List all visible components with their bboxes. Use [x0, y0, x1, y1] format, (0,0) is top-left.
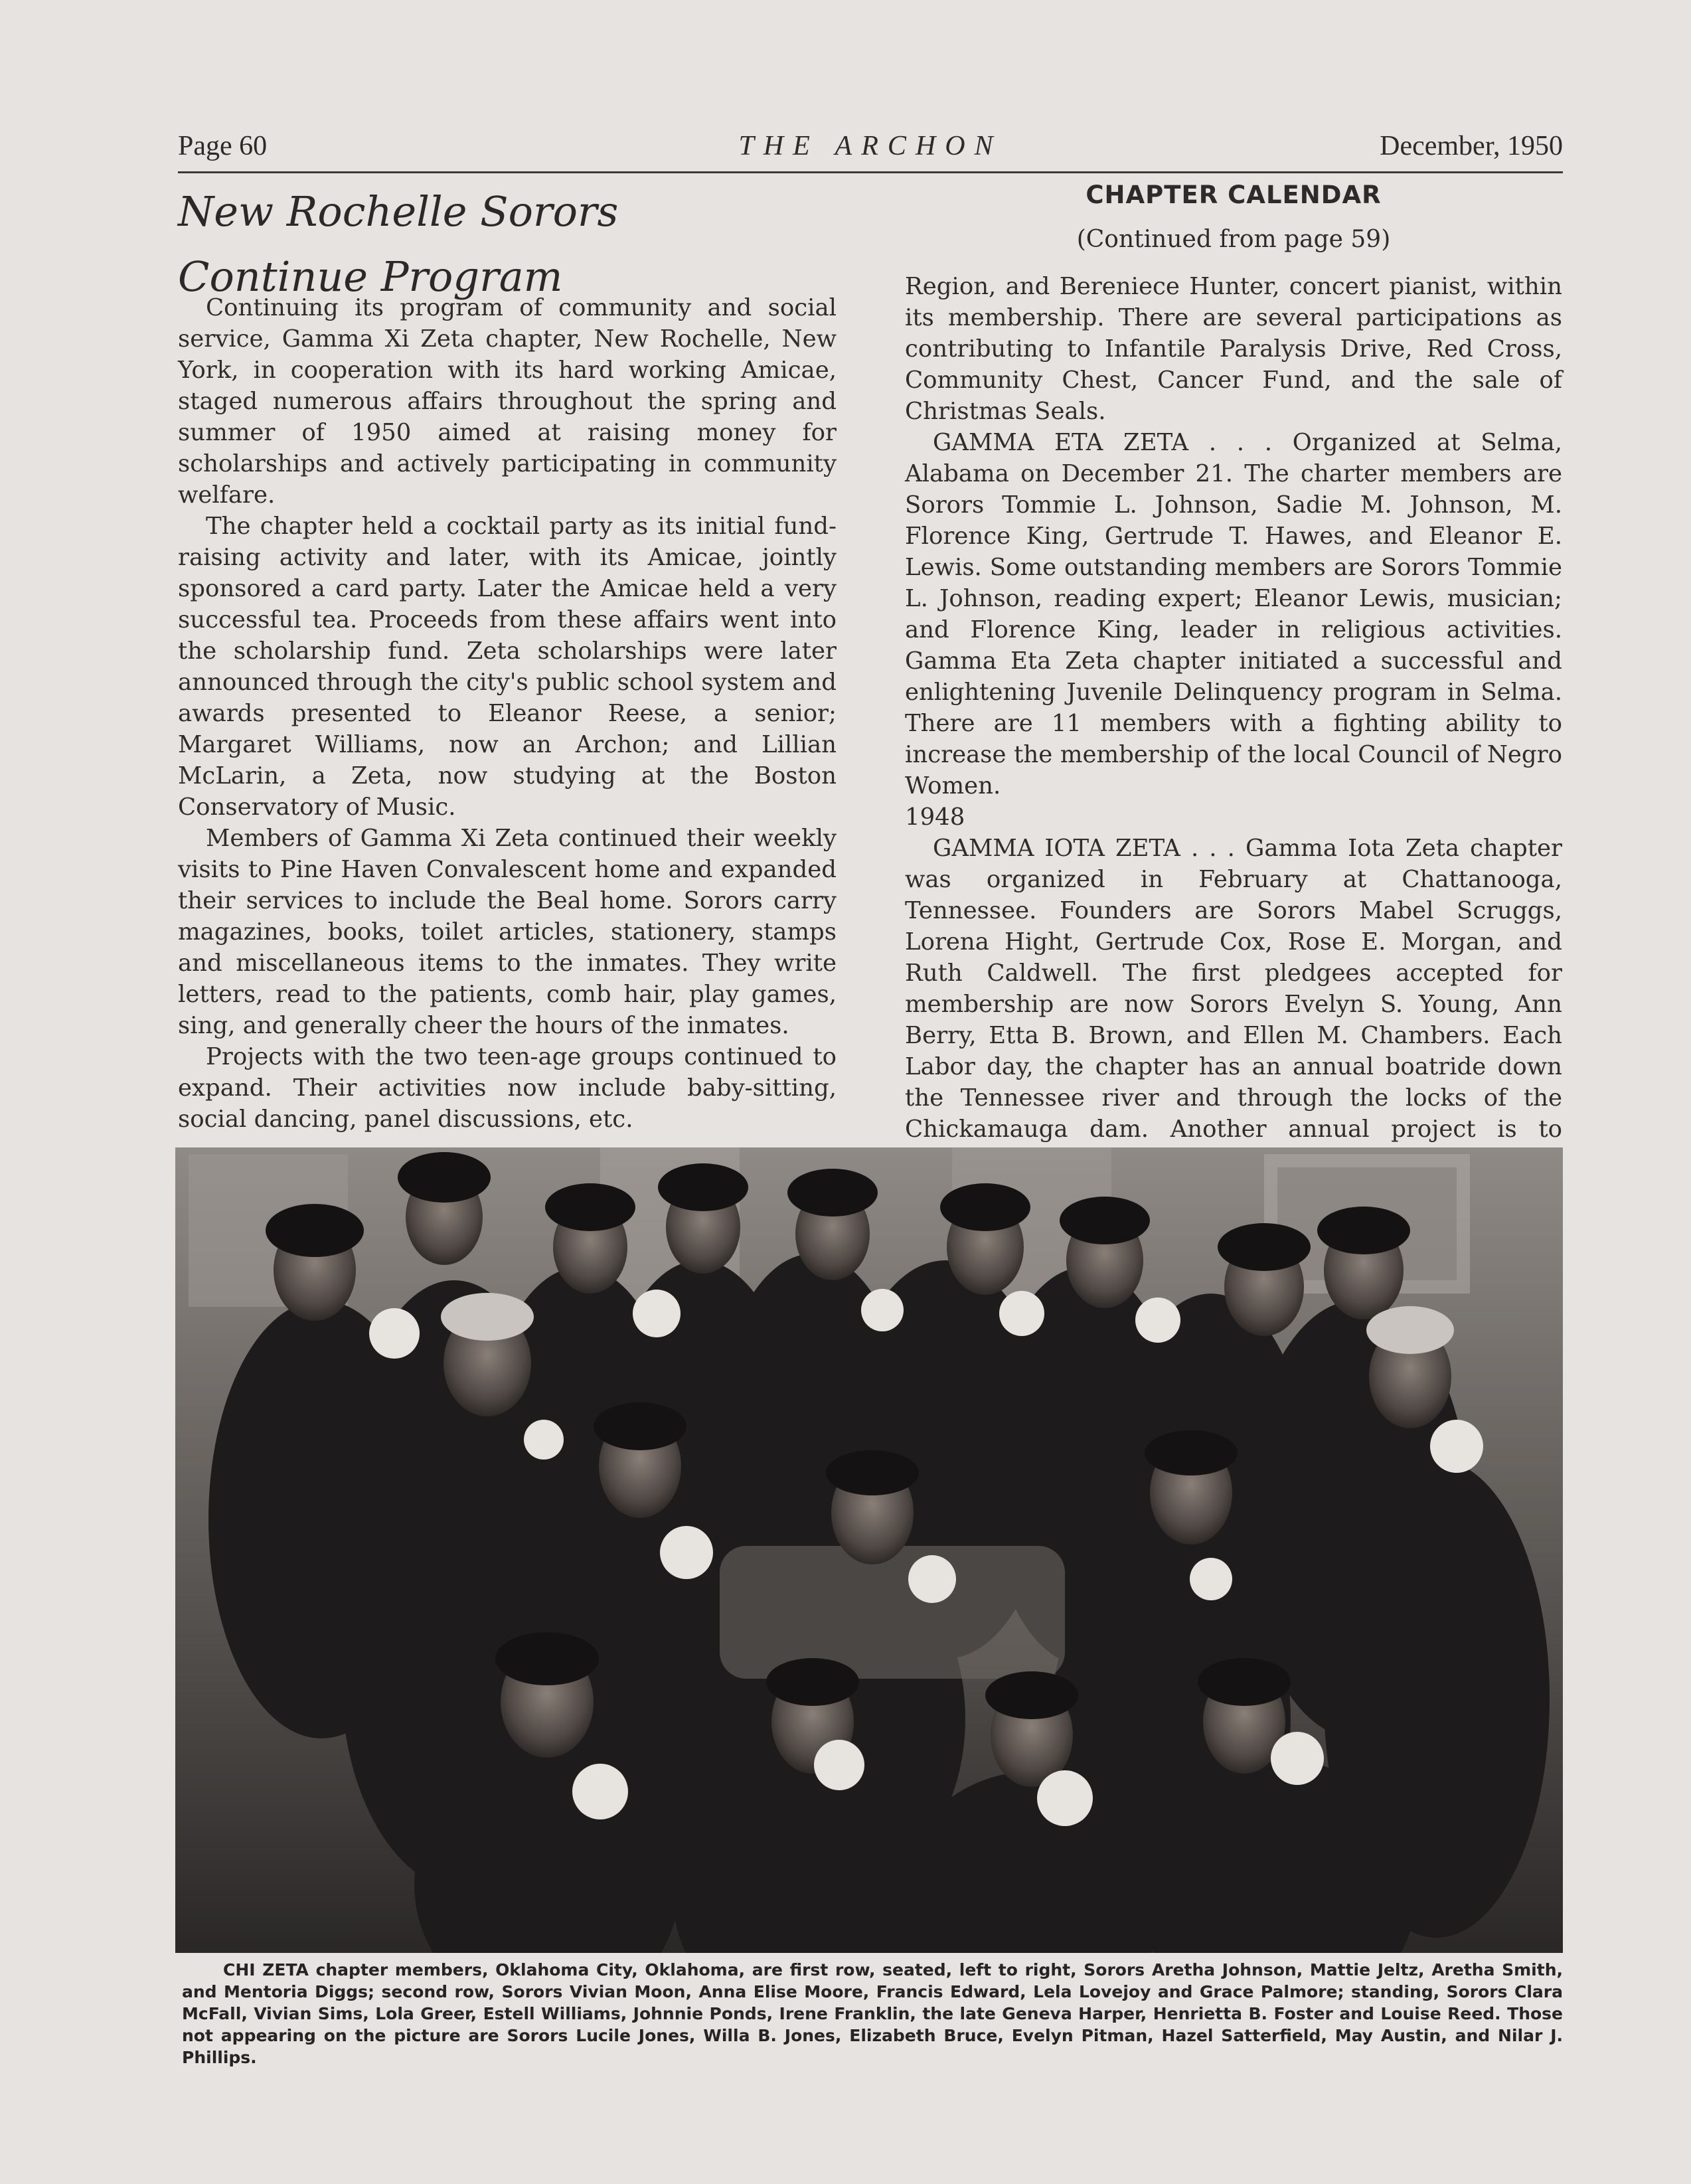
article-title-line1: New Rochelle Sorors	[178, 187, 619, 236]
article-title	[178, 179, 842, 309]
calendar-year: 1948	[905, 803, 965, 831]
article-paragraph: The chapter held a cocktail party as its initial fund-raising activity and later, with its Amicae, jointly sponsored a card party. Later the Amicae held a very successful tea. Proceeds from these affairs went into the scholarship fund. Zeta scholarships were later announced through the city's public school system and awards presented to Eleanor Reese, a senior; Margaret Williams, now an Archon; and Lillian McLarin, a Zeta, now studying at the Boston Conservatory of Music.	[178, 513, 837, 821]
article-paragraph: Members of Gamma Xi Zeta continued their weekly visits to Pine Haven Convalescent home and expanded their services to include the Beal home. Sorors carry magazines, books, toilet articles, stationery, stamps and miscellaneous items to the inmates. They write letters, read to the patients, comb hair, play games, sing, and generally cheer the hours of the inmates.	[178, 825, 837, 1039]
page-header	[178, 130, 1563, 167]
group-photograph-image	[175, 1147, 1563, 1953]
calendar-body	[905, 271, 1562, 1176]
publication-title: THE ARCHON	[738, 131, 1003, 161]
calendar-paragraph: Region, and Bereniece Hunter, concert pianist, within its membership. There are several participations as contributing to Infantile Paralysis Drive, Red Cross, Community Chest, Cancer Fund, and the sale of Christmas Seals.	[905, 273, 1562, 425]
group-photograph	[175, 1147, 1563, 1953]
calendar-continued-note: (Continued from page 59)	[1076, 226, 1391, 253]
calendar-paragraph: GAMMA IOTA ZETA . . . Gamma Iota Zeta chapter was organized in February at Chattanooga, Tennessee. Founders are Sorors Mabel Scruggs, Lorena Hight, Gertrude Cox, Rose E. Morgan, and Ruth Caldwell. The first pledgees accepted for membership are now Sorors Evelyn S. Young, Ann Berry, Etta B. Brown, and Ellen M. Chambers. Each Labor day, the chapter has an annual boatride down the Tennessee river and through the locks of the Chickamauga dam. Another annual project is to	[905, 835, 1562, 1143]
calendar-heading: CHAPTER CALENDAR	[1086, 181, 1382, 209]
header-rule	[178, 171, 1563, 173]
photo-caption: CHI ZETA chapter members, Oklahoma City, Oklahoma, are first row, seated, left to right, Sorors Aretha Johnson, Mattie Jeltz, Aretha Smith, and Mentoria Diggs; second row, Sorors Vivian Moon, Anna Elise Moore, Francis Edward, Lela Lovejoy and Grace Palmore; standing, Sorors Clara McFall, Vivian Sims, Lola Greer, Estell Williams, Johnnie Ponds, Irene Franklin, the late Geneva Harper, Henrietta B. Foster and Louise Reed. Those not appearing on the picture are Sorors Lucile Jones, Willa B. Jones, Elizabeth Bruce, Evelyn Pitman, Hazel Satterfield, May Austin, and Nilar J. Phillips.	[182, 1960, 1563, 2067]
article-title-line2: Continue Program	[178, 252, 563, 301]
article-body	[178, 292, 837, 1135]
page-number: Page 60	[178, 131, 268, 161]
article-paragraph: Projects with the two teen-age groups continued to expand. Their activities now include baby-sitting, social dancing, panel discussions, etc.	[178, 1043, 837, 1133]
issue-date: December, 1950	[1380, 131, 1563, 161]
calendar-paragraph: GAMMA ETA ZETA . . . Organized at Selma, Alabama on December 21. The charter members are Sorors Tommie L. Johnson, Sadie M. Johnson, M. Florence King, Gertrude T. Hawes, and Eleanor E. Lewis. Some outstanding members are Sorors Tommie L. Johnson, reading expert; Eleanor Lewis, musician; and Florence King, leader in religious activities. Gamma Eta Zeta chapter initiated a successful and enlightening Juvenile Delinquency program in Selma. There are 11 members with a fighting ability to increase the membership of the local Council of Negro Women.	[905, 429, 1562, 799]
article-paragraph: Continuing its program of community and social service, Gamma Xi Zeta chapter, New Rochelle, New York, in cooperation with its hard working Amicae, staged numerous affairs throughout the spring and summer of 1950 aimed at raising money for scholarships and actively participating in community welfare.	[178, 294, 837, 509]
